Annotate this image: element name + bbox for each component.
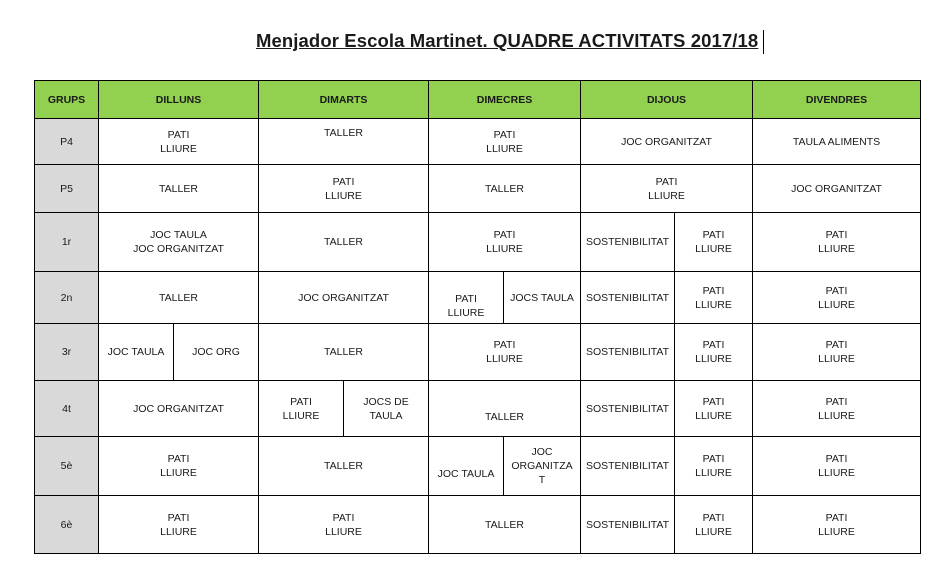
table-row: [35, 165, 921, 213]
activity-cell: PATI LLIURE: [675, 272, 753, 324]
activity-cell: JOC TAULA: [429, 437, 504, 496]
activity-cell: PATI LLIURE: [429, 213, 581, 272]
activity-cell: PATI LLIURE: [429, 272, 504, 324]
group-cell: 6è: [35, 496, 99, 554]
activity-cell: PATI LLIURE: [753, 381, 921, 437]
activity-cell: JOC ORGANITZAT: [259, 272, 429, 324]
activity-cell: PATI LLIURE: [429, 324, 581, 381]
activity-cell: JOCS TAULA: [504, 272, 581, 324]
activity-cell: TALLER: [259, 437, 429, 496]
activity-cell: TALLER: [259, 213, 429, 272]
activity-cell: JOCS DE TAULA: [344, 381, 429, 437]
activity-cell: PATI LLIURE: [99, 437, 259, 496]
group-cell: 1r: [35, 213, 99, 272]
table-row: [35, 437, 921, 496]
header-grups: GRUPS: [35, 81, 99, 119]
activity-cell: TALLER: [259, 119, 429, 165]
header-divendres: DIVENDRES: [753, 81, 921, 119]
table-row: [35, 324, 921, 381]
activity-cell: JOC ORGANITZA T: [504, 437, 581, 496]
activity-cell: PATI LLIURE: [753, 437, 921, 496]
activity-cell: TAULA ALIMENTS: [753, 119, 921, 165]
activity-cell: JOC ORG: [174, 324, 259, 381]
activity-cell: PATI LLIURE: [259, 381, 344, 437]
header-dimecres: DIMECRES: [429, 81, 581, 119]
activity-cell: PATI LLIURE: [753, 213, 921, 272]
activity-cell: PATI LLIURE: [99, 496, 259, 554]
activity-cell: SOSTENIBILITAT: [581, 324, 675, 381]
activity-cell: TALLER: [99, 272, 259, 324]
activity-cell: TALLER: [429, 165, 581, 213]
activity-cell: PATI LLIURE: [675, 437, 753, 496]
table-row: [35, 213, 921, 272]
activity-cell: PATI LLIURE: [675, 213, 753, 272]
header-dilluns: DILLUNS: [99, 81, 259, 119]
page-title: Menjador Escola Martinet. QUADRE ACTIVITATS 2017/18: [256, 30, 759, 51]
header-dimarts: DIMARTS: [259, 81, 429, 119]
activity-cell: JOC ORGANITZAT: [99, 381, 259, 437]
activity-cell: PATI LLIURE: [675, 381, 753, 437]
activity-cell: SOSTENIBILITAT: [581, 381, 675, 437]
activities-table: [34, 80, 921, 554]
activity-cell: SOSTENIBILITAT: [581, 437, 675, 496]
activity-cell: JOC TAULA: [99, 324, 174, 381]
header-dijous: DIJOUS: [581, 81, 753, 119]
activity-cell: PATI LLIURE: [675, 496, 753, 554]
activity-cell: PATI LLIURE: [753, 496, 921, 554]
activity-cell: JOC TAULA JOC ORGANITZAT: [99, 213, 259, 272]
activity-cell: JOC ORGANITZAT: [581, 119, 753, 165]
activity-cell: SOSTENIBILITAT: [581, 496, 675, 554]
table-row: [35, 119, 921, 165]
activity-cell: TALLER: [429, 381, 581, 437]
table-row: [35, 496, 921, 554]
activity-cell: SOSTENIBILITAT: [581, 213, 675, 272]
group-cell: 4t: [35, 381, 99, 437]
activity-cell: TALLER: [259, 324, 429, 381]
activity-cell: SOSTENIBILITAT: [581, 272, 675, 324]
activity-cell: TALLER: [429, 496, 581, 554]
group-cell: 3r: [35, 324, 99, 381]
group-cell: 5è: [35, 437, 99, 496]
activity-cell: JOC ORGANITZAT: [753, 165, 921, 213]
activity-cell: PATI LLIURE: [581, 165, 753, 213]
activity-cell: PATI LLIURE: [753, 272, 921, 324]
activity-cell: PATI LLIURE: [753, 324, 921, 381]
activity-cell: PATI LLIURE: [99, 119, 259, 165]
group-cell: P5: [35, 165, 99, 213]
activity-cell: PATI LLIURE: [429, 119, 581, 165]
header-row: [35, 81, 921, 119]
activity-cell: PATI LLIURE: [675, 324, 753, 381]
activity-cell: PATI LLIURE: [259, 165, 429, 213]
group-cell: 2n: [35, 272, 99, 324]
text-cursor: [763, 30, 764, 54]
group-cell: P4: [35, 119, 99, 165]
table-row: [35, 272, 921, 324]
activity-cell: PATI LLIURE: [259, 496, 429, 554]
activity-cell: TALLER: [99, 165, 259, 213]
table-row: [35, 381, 921, 437]
